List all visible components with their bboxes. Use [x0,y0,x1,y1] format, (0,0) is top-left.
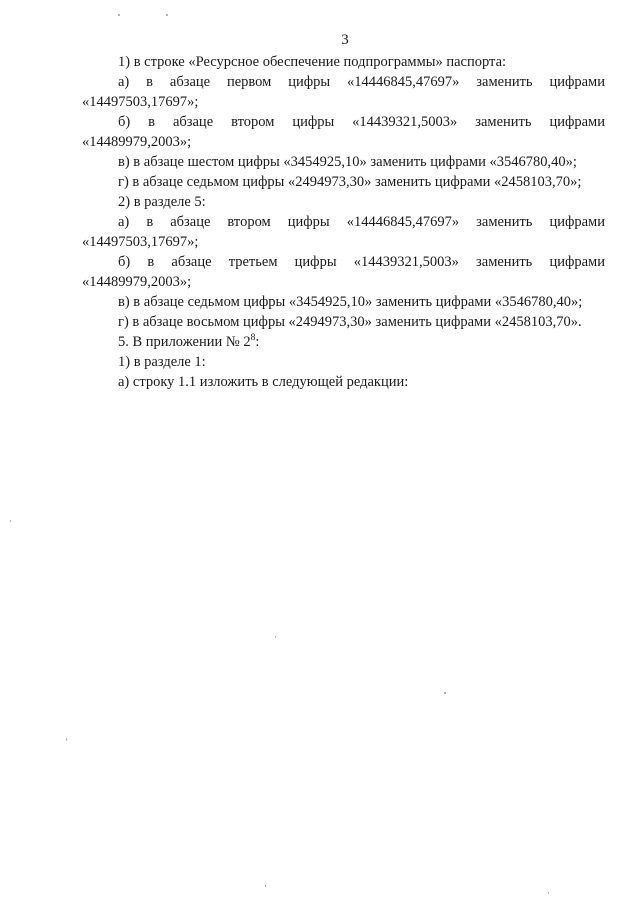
appendix-suffix: : [255,334,260,350]
text-line: а) строку 1.1 изложить в следующей редакции: [118,374,409,390]
scan-speck [66,738,67,741]
appendix-text: 5. В приложении № 2 [118,334,251,350]
text-line: «14497503,17697»; [82,94,199,110]
text-line: б) в абзаце третьем цифры «14439321,5003» заменить цифрами [118,254,605,270]
text-line: «14489979,2003»; [82,274,192,290]
text-line: 1) в строке «Ресурсное обеспечение подпрограммы» паспорта: [118,54,507,70]
text-line: 1) в разделе 1: [118,354,206,370]
text-line: г) в абзаце восьмом цифры «2494973,30» заменить цифрами «2458103,70». [118,314,582,330]
scan-speck [265,885,266,887]
text-line: в) в абзаце шестом цифры «3454925,10» заменить цифрами «3546780,40»; [118,154,577,170]
text-line: «14497503,17697»; [82,234,199,250]
scan-speck [10,520,11,522]
appendix-line [82,332,605,352]
text-line: в) в абзаце седьмом цифры «3454925,10» заменить цифрами «3546780,40»; [118,294,583,310]
text-line: 2) в разделе 5: [118,194,206,210]
document-body [82,52,605,392]
text-line: а) в абзаце втором цифры «14446845,47697» заменить цифрами [118,214,605,230]
appendix-superscript: 8 [250,333,256,343]
scan-speck [166,14,168,16]
scan-speck [118,14,120,16]
scan-speck [275,636,276,638]
page-number: 3 [341,32,349,48]
text-line: «14489979,2003»; [82,134,192,150]
text-line: г) в абзаце седьмом цифры «2494973,30» заменить цифрами «2458103,70»; [118,174,582,190]
scan-speck [548,892,549,894]
text-line: а) в абзаце первом цифры «14446845,47697» заменить цифрами [118,74,605,90]
scan-speck [444,692,446,694]
text-line: б) в абзаце втором цифры «14439321,5003» заменить цифрами [118,114,605,130]
